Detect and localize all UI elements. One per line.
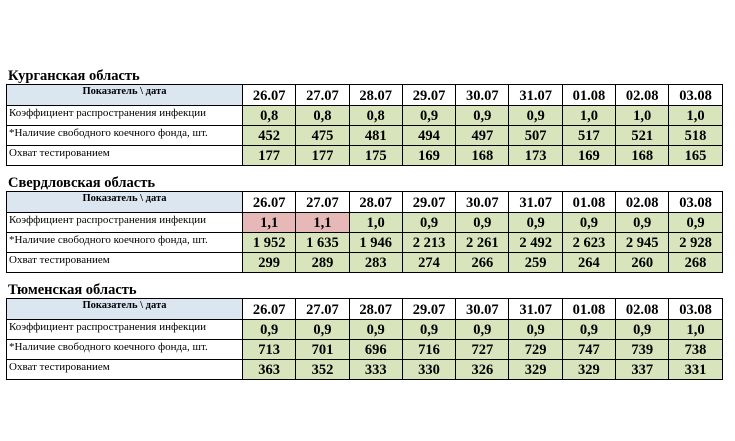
value-cell: 518 <box>669 126 722 146</box>
value-cell: 521 <box>616 126 669 146</box>
row-label: Коэффициент распространения инфекции <box>7 320 243 340</box>
value-cell: 716 <box>402 340 455 360</box>
value-cell: 173 <box>509 146 562 166</box>
value-cell: 299 <box>243 253 296 273</box>
value-cell: 264 <box>562 253 615 273</box>
value-cell-alert: 1,1 <box>243 213 296 233</box>
value-cell: 0,9 <box>509 106 562 126</box>
value-cell: 1 635 <box>296 233 349 253</box>
date-header-cell: 31.07 <box>509 85 562 106</box>
value-cell: 1 952 <box>243 233 296 253</box>
value-cell: 266 <box>456 253 509 273</box>
date-header-cell: 30.07 <box>456 85 509 106</box>
value-cell: 0,9 <box>456 213 509 233</box>
region-table <box>6 191 723 273</box>
date-header-cell: 29.07 <box>402 192 455 213</box>
date-header-cell: 30.07 <box>456 299 509 320</box>
row-label: Коэффициент распространения инфекции <box>7 213 243 233</box>
value-cell: 352 <box>296 360 349 380</box>
date-header-cell: 28.07 <box>349 192 402 213</box>
table-row-testing-coverage <box>7 146 723 166</box>
table-row-infection-rate <box>7 320 723 340</box>
value-cell: 0,9 <box>616 320 669 340</box>
value-cell: 259 <box>509 253 562 273</box>
value-cell: 0,9 <box>456 320 509 340</box>
value-cell: 0,8 <box>243 106 296 126</box>
header-label-cell: Показатель \ дата <box>7 192 243 213</box>
value-cell: 0,9 <box>402 320 455 340</box>
value-cell: 1,0 <box>669 106 722 126</box>
value-cell: 0,9 <box>243 320 296 340</box>
table-row-free-beds <box>7 340 723 360</box>
value-cell: 268 <box>669 253 722 273</box>
date-header-cell: 30.07 <box>456 192 509 213</box>
date-header-cell: 03.08 <box>669 85 722 106</box>
value-cell: 0,9 <box>509 320 562 340</box>
row-label: Охват тестированием <box>7 360 243 380</box>
value-cell: 177 <box>243 146 296 166</box>
region-title: Тюменская область <box>8 282 137 298</box>
date-header-cell: 02.08 <box>616 192 669 213</box>
table-row-infection-rate <box>7 213 723 233</box>
region-title: Курганская область <box>8 68 140 84</box>
value-cell: 2 261 <box>456 233 509 253</box>
value-cell: 0,9 <box>402 106 455 126</box>
date-header-cell: 03.08 <box>669 299 722 320</box>
value-cell: 2 492 <box>509 233 562 253</box>
value-cell: 1,0 <box>562 106 615 126</box>
value-cell: 333 <box>349 360 402 380</box>
value-cell: 283 <box>349 253 402 273</box>
value-cell: 0,9 <box>296 320 349 340</box>
region-section-tyumen <box>6 282 722 380</box>
value-cell: 289 <box>296 253 349 273</box>
value-cell: 1,0 <box>616 106 669 126</box>
value-cell: 363 <box>243 360 296 380</box>
date-header-cell: 28.07 <box>349 85 402 106</box>
value-cell: 475 <box>296 126 349 146</box>
value-cell: 497 <box>456 126 509 146</box>
value-cell: 2 945 <box>616 233 669 253</box>
region-table <box>6 298 723 380</box>
table-header-row <box>7 85 723 106</box>
value-cell: 260 <box>616 253 669 273</box>
value-cell: 696 <box>349 340 402 360</box>
value-cell: 168 <box>456 146 509 166</box>
row-label: *Наличие свободного коечного фонда, шт. <box>7 340 243 360</box>
value-cell: 507 <box>509 126 562 146</box>
value-cell: 2 213 <box>402 233 455 253</box>
region-title: Свердловская область <box>8 175 156 191</box>
value-cell: 713 <box>243 340 296 360</box>
value-cell: 169 <box>562 146 615 166</box>
value-cell: 175 <box>349 146 402 166</box>
table-row-free-beds <box>7 126 723 146</box>
table-row-testing-coverage <box>7 360 723 380</box>
value-cell: 0,9 <box>562 213 615 233</box>
region-table <box>6 84 723 166</box>
region-section-kurgan <box>6 68 722 166</box>
row-label: Коэффициент распространения инфекции <box>7 106 243 126</box>
date-header-cell: 28.07 <box>349 299 402 320</box>
table-row-infection-rate <box>7 106 723 126</box>
date-header-cell: 02.08 <box>616 85 669 106</box>
value-cell: 274 <box>402 253 455 273</box>
row-label: Охват тестированием <box>7 253 243 273</box>
header-label-cell: Показатель \ дата <box>7 85 243 106</box>
date-header-cell: 29.07 <box>402 299 455 320</box>
date-header-cell: 02.08 <box>616 299 669 320</box>
value-cell: 0,9 <box>616 213 669 233</box>
date-header-cell: 03.08 <box>669 192 722 213</box>
value-cell: 0,9 <box>509 213 562 233</box>
row-label: Охват тестированием <box>7 146 243 166</box>
value-cell: 701 <box>296 340 349 360</box>
header-label-cell: Показатель \ дата <box>7 299 243 320</box>
date-header-cell: 31.07 <box>509 299 562 320</box>
value-cell: 326 <box>456 360 509 380</box>
value-cell: 0,9 <box>349 320 402 340</box>
value-cell: 1,0 <box>349 213 402 233</box>
date-header-cell: 01.08 <box>562 299 615 320</box>
table-header-row <box>7 299 723 320</box>
value-cell: 169 <box>402 146 455 166</box>
date-header-cell: 01.08 <box>562 85 615 106</box>
date-header-cell: 26.07 <box>243 192 296 213</box>
value-cell: 0,8 <box>296 106 349 126</box>
value-cell: 165 <box>669 146 722 166</box>
value-cell: 517 <box>562 126 615 146</box>
value-cell: 331 <box>669 360 722 380</box>
date-header-cell: 26.07 <box>243 299 296 320</box>
value-cell: 2 623 <box>562 233 615 253</box>
table-header-row <box>7 192 723 213</box>
date-header-cell: 29.07 <box>402 85 455 106</box>
value-cell: 729 <box>509 340 562 360</box>
table-row-free-beds <box>7 233 723 253</box>
date-header-cell: 27.07 <box>296 299 349 320</box>
value-cell: 739 <box>616 340 669 360</box>
value-cell: 168 <box>616 146 669 166</box>
value-cell: 329 <box>509 360 562 380</box>
value-cell: 1,0 <box>669 320 722 340</box>
value-cell: 738 <box>669 340 722 360</box>
value-cell: 1 946 <box>349 233 402 253</box>
value-cell: 0,9 <box>402 213 455 233</box>
value-cell: 2 928 <box>669 233 722 253</box>
region-section-sverdlovsk <box>6 175 722 273</box>
row-label: *Наличие свободного коечного фонда, шт. <box>7 233 243 253</box>
value-cell: 337 <box>616 360 669 380</box>
value-cell: 481 <box>349 126 402 146</box>
value-cell: 494 <box>402 126 455 146</box>
date-header-cell: 27.07 <box>296 192 349 213</box>
value-cell: 329 <box>562 360 615 380</box>
date-header-cell: 26.07 <box>243 85 296 106</box>
table-row-testing-coverage <box>7 253 723 273</box>
value-cell: 330 <box>402 360 455 380</box>
value-cell: 0,9 <box>669 213 722 233</box>
date-header-cell: 01.08 <box>562 192 615 213</box>
date-header-cell: 31.07 <box>509 192 562 213</box>
value-cell: 747 <box>562 340 615 360</box>
value-cell: 0,9 <box>562 320 615 340</box>
date-header-cell: 27.07 <box>296 85 349 106</box>
value-cell: 0,8 <box>349 106 402 126</box>
value-cell: 727 <box>456 340 509 360</box>
value-cell-alert: 1,1 <box>296 213 349 233</box>
value-cell: 452 <box>243 126 296 146</box>
value-cell: 177 <box>296 146 349 166</box>
value-cell: 0,9 <box>456 106 509 126</box>
row-label: *Наличие свободного коечного фонда, шт. <box>7 126 243 146</box>
